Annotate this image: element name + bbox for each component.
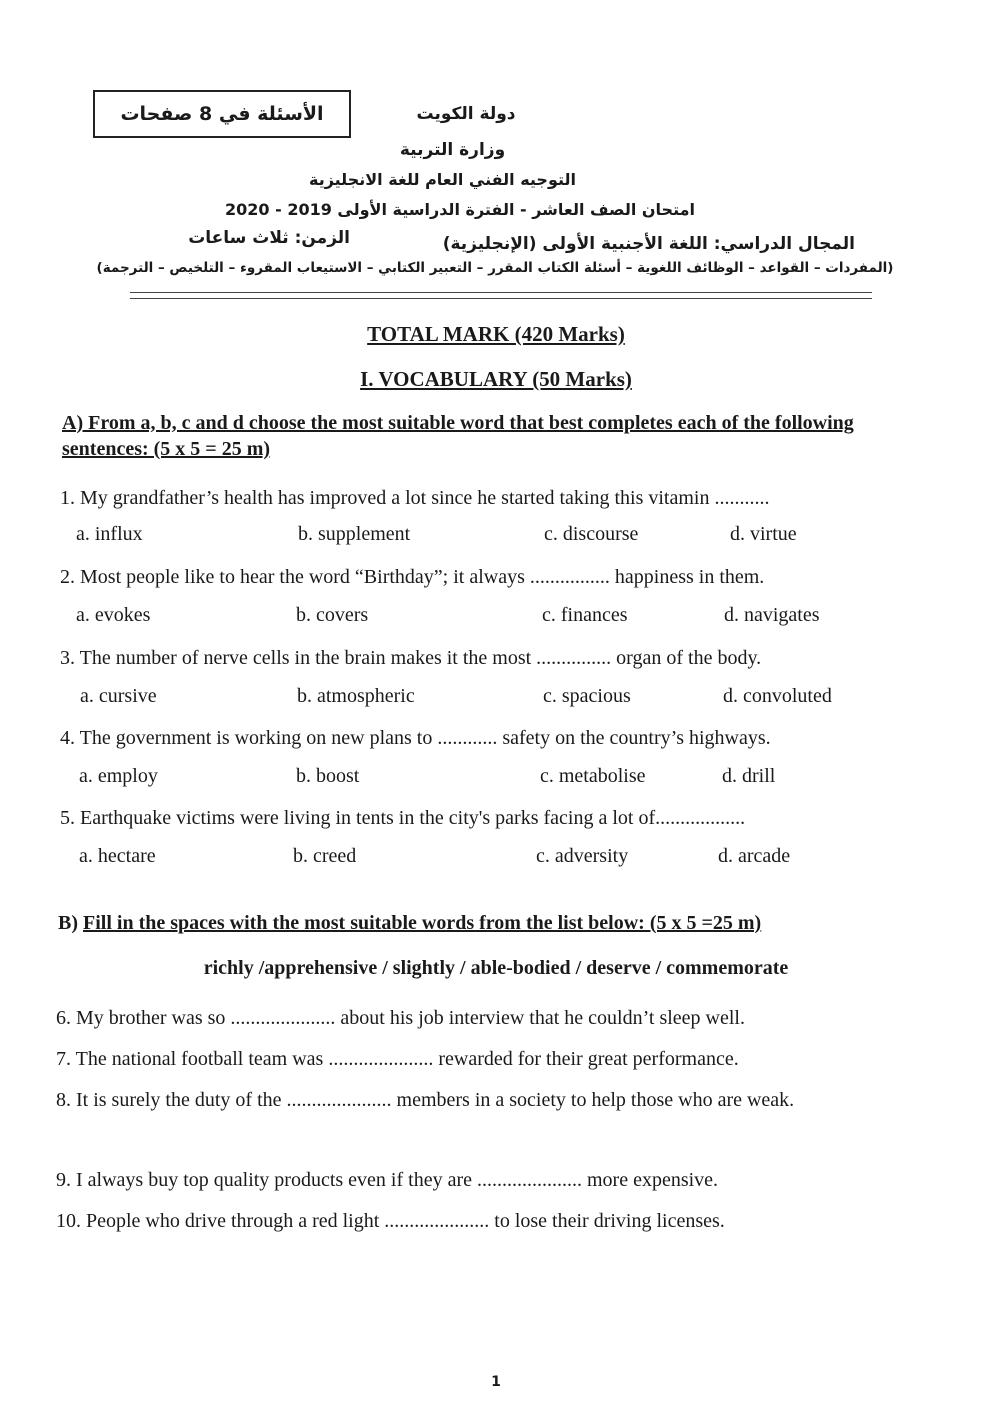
question-3: 3. The number of nerve cells in the brain makes it the most ............... organ of the body. xyxy=(60,647,762,669)
option-b: b. boost xyxy=(296,765,360,787)
option-c: c. adversity xyxy=(536,845,629,867)
exam-title: امتحان الصف العاشر - الفترة الدراسية الأولى 2019 - 2020 xyxy=(225,200,695,219)
option-b: b. creed xyxy=(293,845,357,867)
option-d: d. convoluted xyxy=(723,685,832,707)
exam-subject: المجال الدراسي: اللغة الأجنبية الأولى (الإنجليزية) xyxy=(442,234,855,254)
option-d: d. navigates xyxy=(724,604,820,626)
word-list: richly /apprehensive / slightly / able-bodied / deserve / commemorate xyxy=(203,957,789,979)
fill-question-6: 6. My brother was so ..................... about his job interview that he couldn’t sleep well. xyxy=(56,1007,745,1029)
part-a-instruction: A) From a, b, c and d choose the most suitable word that best completes each of the following sentences: (5 x 5 = 25 m) xyxy=(62,412,854,460)
exam-time: الزمن: ثلاث ساعات xyxy=(188,228,350,248)
question-5-options xyxy=(0,845,992,871)
section-title: I. VOCABULARY (50 Marks) xyxy=(360,367,632,391)
option-d: d. arcade xyxy=(718,845,791,867)
page-number: 1 xyxy=(491,1374,501,1390)
option-a: a. cursive xyxy=(80,685,157,707)
option-c: c. metabolise xyxy=(540,765,646,787)
option-a: a. hectare xyxy=(79,845,156,867)
option-c: c. spacious xyxy=(543,685,631,707)
supervision-name: التوجيه الفني العام للغة الانجليزية xyxy=(308,170,577,189)
fill-question-9: 9. I always buy top quality products even if they are ..................... more expensive. xyxy=(56,1169,719,1191)
header-divider xyxy=(130,292,872,299)
option-b: b. covers xyxy=(296,604,369,626)
option-b: b. atmospheric xyxy=(297,685,415,707)
question-2: 2. Most people like to hear the word “Birthday”; it always ................ happiness in them. xyxy=(60,566,765,588)
question-1: 1. My grandfather’s health has improved a lot since he started taking this vitamin ........... xyxy=(60,487,770,509)
question-5: 5. Earthquake victims were living in tents in the city's parks facing a lot of.................. xyxy=(60,807,746,829)
question-4-options xyxy=(0,765,992,791)
part-b-instruction xyxy=(58,912,888,935)
part-b-label: B) xyxy=(58,912,78,934)
ministry-name: وزارة التربية xyxy=(399,140,506,160)
option-c: c. finances xyxy=(542,604,628,626)
option-a: a. evokes xyxy=(76,604,151,626)
question-2-options xyxy=(0,604,992,630)
question-1-options xyxy=(0,523,992,549)
state-name: دولة الكويت xyxy=(416,104,516,124)
fill-question-8: 8. It is surely the duty of the ..................... members in a society to help those who are weak. xyxy=(56,1089,795,1111)
option-d: d. drill xyxy=(722,765,776,787)
part-b-text: Fill in the spaces with the most suitable words from the list below: (5 x 5 =25 m) xyxy=(83,912,762,934)
option-a: a. influx xyxy=(76,523,143,545)
option-a: a. employ xyxy=(79,765,158,787)
option-d: d. virtue xyxy=(730,523,797,545)
pages-note-box: الأسئلة في 8 صفحات xyxy=(93,90,351,138)
fill-question-7: 7. The national football team was ..................... rewarded for their great performance. xyxy=(56,1048,739,1070)
total-mark-heading: TOTAL MARK (420 Marks) xyxy=(367,322,625,346)
question-3-options xyxy=(0,685,992,711)
question-4: 4. The government is working on new plans to ............ safety on the country’s highways. xyxy=(60,727,771,749)
fill-question-10: 10. People who drive through a red light ..................... to lose their driving licenses. xyxy=(56,1210,725,1232)
option-b: b. supplement xyxy=(298,523,411,545)
exam-components: (المفردات – القواعد – الوظائف اللغوية – أسئلة الكتاب المقرر – التعبير الكتابي – الاستيعاب المقروء – التلخيص – الترجمة) xyxy=(96,260,894,276)
option-c: c. discourse xyxy=(544,523,639,545)
